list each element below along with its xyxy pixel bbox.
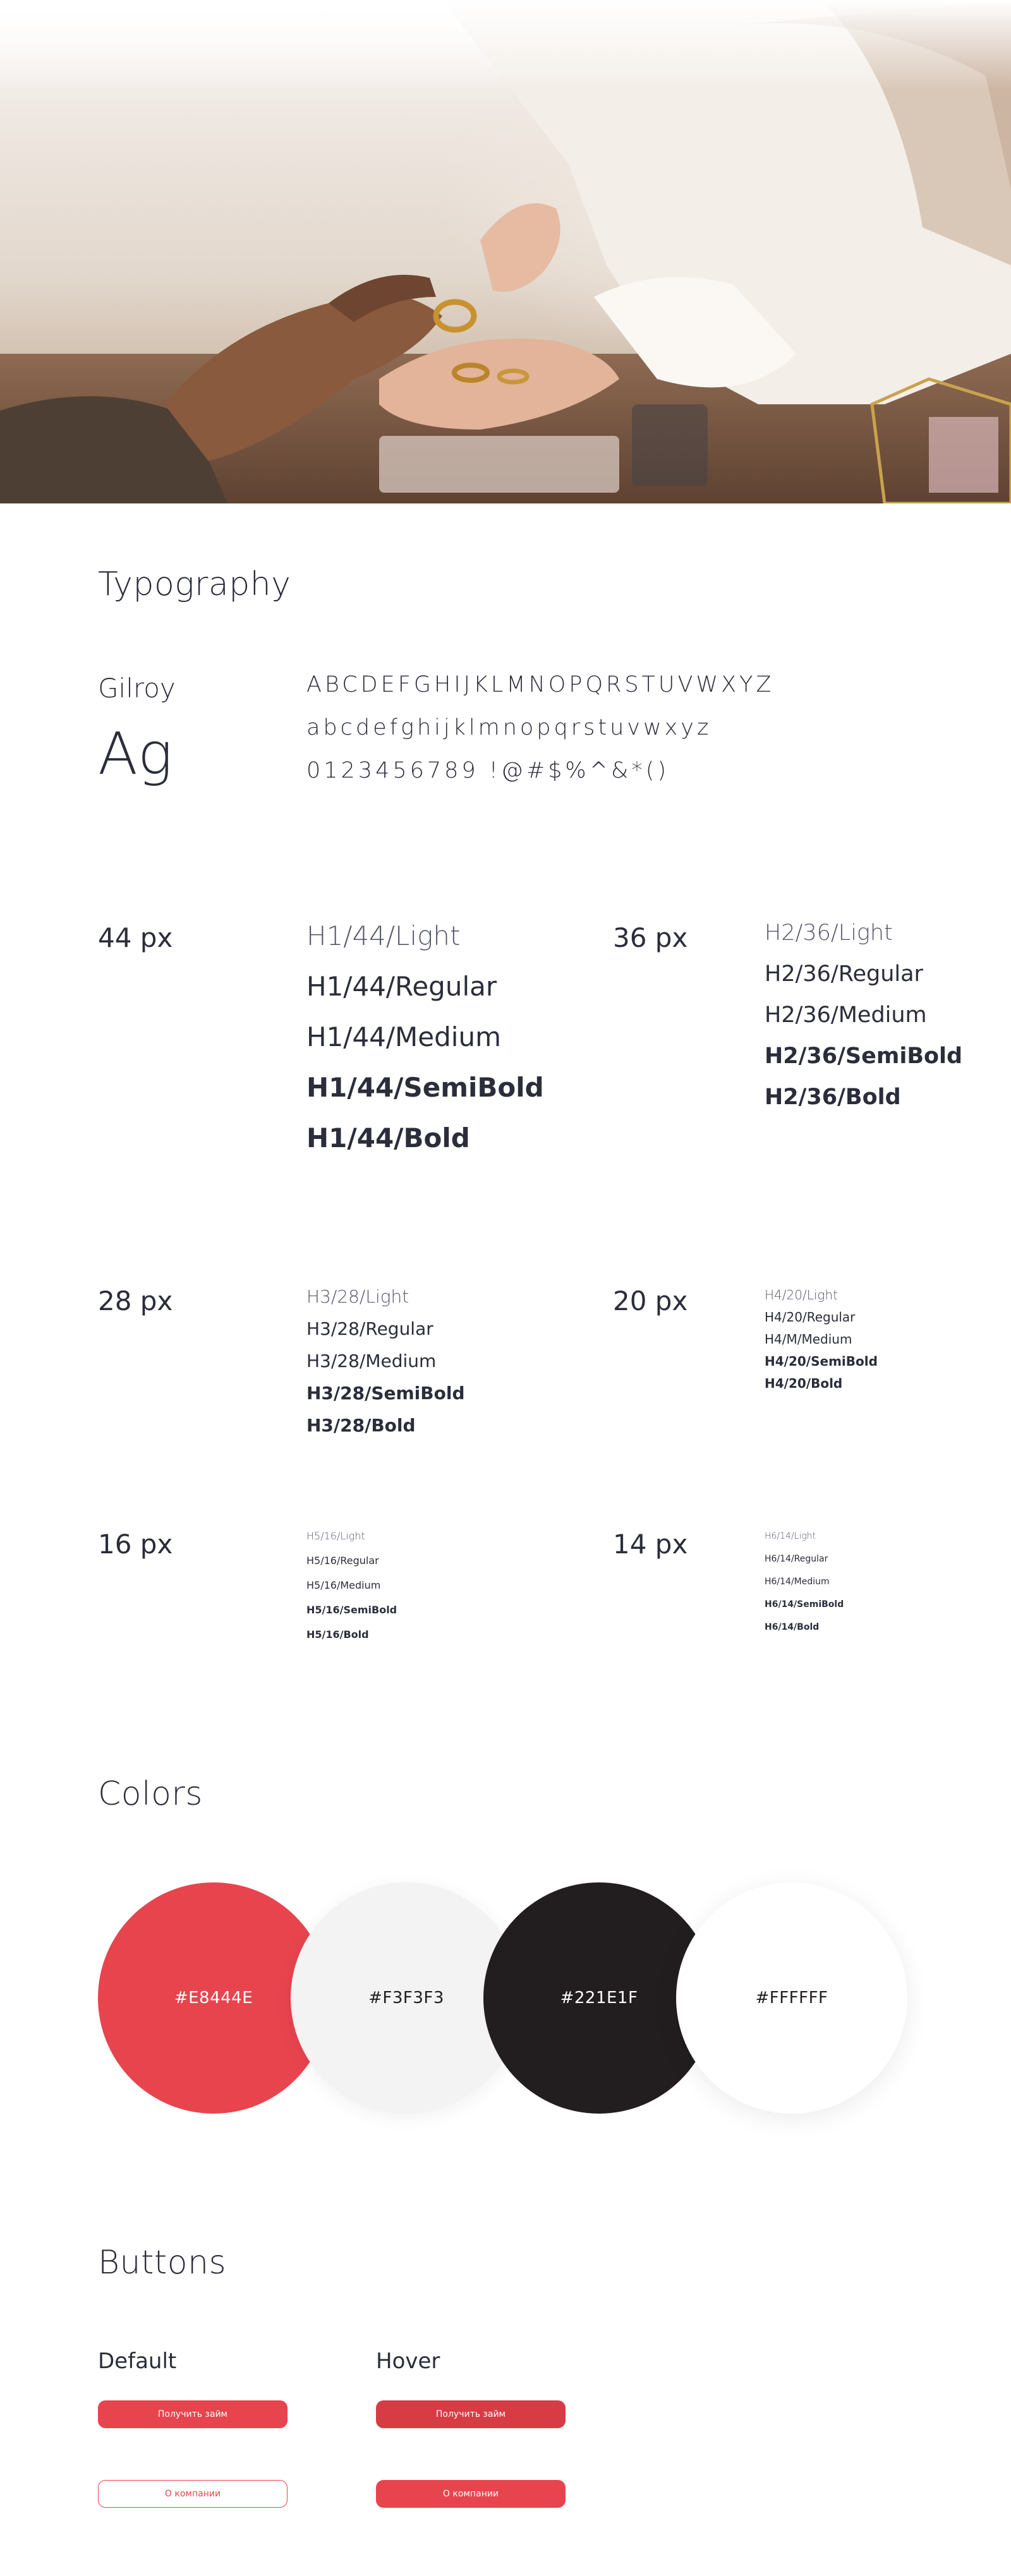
sample-h5-medium: H5/16/Medium (306, 1579, 381, 1591)
sample-h4-medium: H4/M/Medium (765, 1332, 852, 1347)
sample-h6-regular: H6/14/Regular (765, 1554, 828, 1564)
sample-h2-semibold: H2/36/SemiBold (765, 1044, 963, 1069)
size-label-44: 44 px (98, 922, 173, 953)
sample-h1-light: H1/44/Light (306, 920, 461, 951)
get-loan-button-hover[interactable] (376, 2400, 566, 2428)
color-swatch-white (676, 1882, 907, 2114)
font-specimen: Ag (98, 720, 173, 788)
hover-state-label: Hover (376, 2349, 440, 2374)
sample-h4-bold: H4/20/Bold (765, 1376, 843, 1391)
sample-h3-light: H3/28/Light (306, 1286, 409, 1307)
sample-h5-light: H5/16/Light (306, 1530, 365, 1542)
size-label-36: 36 px (613, 922, 688, 953)
size-label-14: 14 px (613, 1529, 688, 1560)
sample-h1-medium: H1/44/Medium (306, 1021, 501, 1052)
about-company-button-hover[interactable] (376, 2480, 566, 2508)
sample-h2-bold: H2/36/Bold (765, 1085, 901, 1110)
sample-h4-regular: H4/20/Regular (765, 1309, 856, 1325)
color-hex-dark: #221E1F (560, 1989, 638, 2007)
sample-h2-medium: H2/36/Medium (765, 1002, 927, 1028)
sample-h2-regular: H2/36/Regular (765, 961, 923, 987)
sample-h3-medium: H3/28/Medium (306, 1351, 437, 1371)
sample-h6-bold: H6/14/Bold (765, 1622, 820, 1632)
size-label-16: 16 px (98, 1529, 173, 1560)
buttons-section-title: Buttons (98, 2244, 227, 2282)
colors-section-title: Colors (98, 1775, 203, 1813)
get-loan-button-hover-label: Получить займ (435, 2409, 506, 2419)
color-hex-white: #FFFFFF (755, 1989, 828, 2007)
font-family-name: Gilroy (98, 673, 176, 704)
sample-h5-semibold: H5/16/SemiBold (306, 1604, 397, 1616)
uppercase-glyphs: ABCDEFGHIJKLMNOPQRSTUVWXYZ (306, 672, 775, 697)
sample-h5-regular: H5/16/Regular (306, 1555, 379, 1567)
about-company-button-default[interactable] (98, 2480, 288, 2508)
size-label-28: 28 px (98, 1285, 173, 1316)
sample-h5-bold: H5/16/Bold (306, 1628, 369, 1640)
lowercase-glyphs: abcdefghijklmnopqrstuvwxyz (306, 715, 712, 740)
sample-h4-semibold: H4/20/SemiBold (765, 1354, 878, 1369)
sample-h3-bold: H3/28/Bold (306, 1415, 416, 1436)
hands-exchanging-rings-illustration (0, 0, 1011, 503)
sample-h1-bold: H1/44/Bold (306, 1122, 470, 1153)
default-state-label: Default (98, 2349, 177, 2374)
sample-h3-semibold: H3/28/SemiBold (306, 1383, 465, 1404)
sample-h6-semibold: H6/14/SemiBold (765, 1599, 844, 1610)
about-company-button-label: О компании (164, 2489, 221, 2499)
digit-symbol-glyphs: 0123456789 !@#$%^&*() (306, 758, 670, 783)
color-hex-red: #E8444E (174, 1989, 253, 2007)
sample-h4-light: H4/20/Light (765, 1287, 838, 1303)
sample-h3-regular: H3/28/Regular (306, 1318, 433, 1339)
get-loan-button-default[interactable] (98, 2400, 288, 2428)
sample-h1-regular: H1/44/Regular (306, 971, 497, 1002)
sample-h2-light: H2/36/Light (765, 920, 893, 946)
size-label-20: 20 px (613, 1285, 688, 1316)
sample-h6-light: H6/14/Light (765, 1531, 816, 1541)
hero-photo (0, 0, 1011, 503)
sample-h1-semibold: H1/44/SemiBold (306, 1072, 544, 1103)
get-loan-button-label: Получить займ (157, 2409, 228, 2419)
sample-h6-medium: H6/14/Medium (765, 1577, 830, 1587)
typography-section-title: Typography (98, 565, 291, 603)
about-company-button-hover-label: О компании (442, 2489, 499, 2499)
color-hex-light-gray: #F3F3F3 (368, 1989, 444, 2007)
